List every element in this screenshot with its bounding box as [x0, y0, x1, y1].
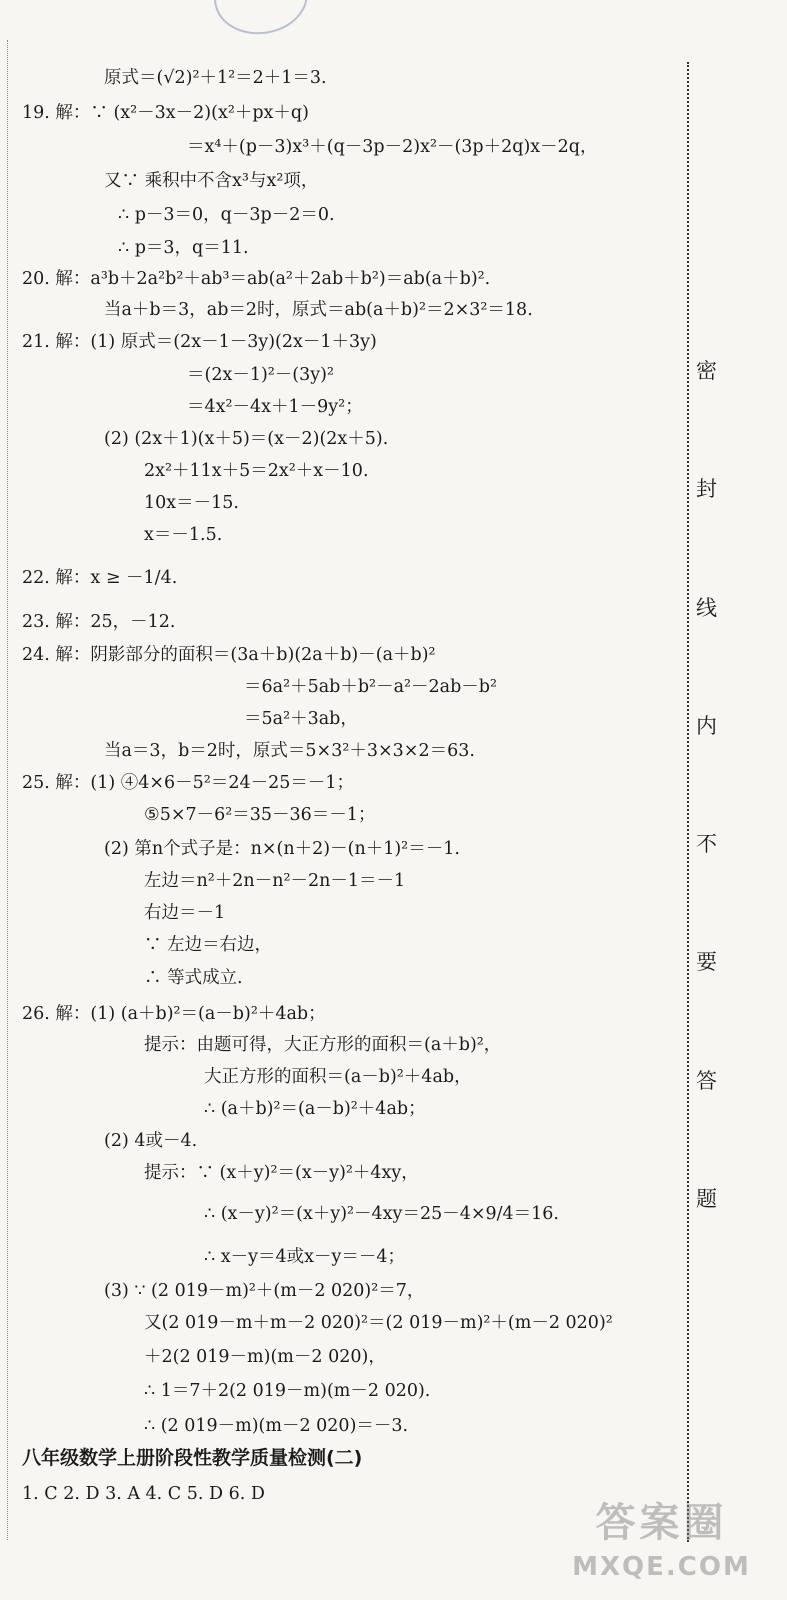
- text-line: ∴ 1＝7＋2(2 019－m)(m－2 020).: [144, 1381, 431, 1401]
- seal-char: 线: [696, 596, 717, 620]
- seal-char: 密: [696, 359, 717, 383]
- text-line: 21. 解：(1) 原式＝(2x－1－3y)(2x－1＋3y): [22, 332, 377, 352]
- text-line: 提示：∵ (x＋y)²＝(x－y)²＋4xy，: [144, 1163, 419, 1183]
- text-line: ∴ (2 019－m)(m－2 020)＝－3.: [144, 1416, 409, 1436]
- text-line: ＝4x²－4x＋1－9y²；: [187, 397, 363, 417]
- site-watermark: [554, 1495, 769, 1590]
- text-line: ∴ 等式成立.: [144, 968, 243, 988]
- text-line: 又∵ 乘积中不含x³与x²项，: [104, 171, 319, 191]
- watermark-url: MXQE.COM: [572, 1552, 751, 1582]
- text-line: ∵ 左边＝右边，: [144, 935, 273, 955]
- text-line: 19. 解：∵ (x²－3x－2)(x²＋px＋q): [22, 103, 309, 123]
- text-line: ⑤5×7－6²＝35－36＝－1；: [144, 805, 376, 825]
- text-line: 23. 解：25，－12.: [22, 612, 176, 632]
- text-line: 当a＋b＝3，ab＝2时，原式＝ab(a＋b)²＝2×3²＝18.: [104, 300, 533, 320]
- text-line: 当a＝3，b＝2时，原式＝5×3²＋3×3×2＝63.: [104, 741, 475, 761]
- text-line: 提示：由题可得，大正方形的面积＝(a＋b)²，: [144, 1035, 502, 1055]
- text-line: (3) ∵ (2 019－m)²＋(m－2 020)²＝7，: [104, 1281, 425, 1301]
- text-line: ∴ x－y＝4或x－y＝－4；: [204, 1247, 405, 1267]
- text-line: ＋2(2 019－m)(m－2 020)，: [144, 1347, 386, 1367]
- text-line: 20. 解：a³b＋2a²b²＋ab³＝ab(a²＋2ab＋b²)＝ab(a＋b)².: [22, 269, 491, 289]
- text-line: 右边＝－1: [144, 903, 226, 923]
- text-line: ＝(2x－1)²－(3y)²: [187, 365, 334, 385]
- text-line: 2x²＋11x＋5＝2x²＋x－10.: [144, 461, 369, 481]
- seal-char: 答: [696, 1069, 717, 1093]
- text-line: ∴ p－3＝0，q－3p－2＝0.: [118, 205, 335, 225]
- text-line: (2) 4或－4.: [104, 1131, 198, 1151]
- text-line: 又(2 019－m＋m－2 020)²＝(2 019－m)²＋(m－2 020)²: [144, 1313, 613, 1333]
- text-line: 22. 解：x ≥ －1/4.: [22, 568, 178, 588]
- seal-char: 要: [696, 950, 717, 974]
- text-line: ∴ p＝3，q＝11.: [118, 238, 249, 258]
- text-line: ＝x⁴＋(p－3)x³＋(q－3p－2)x²－(3p＋2q)x－2q，: [187, 137, 598, 157]
- text-line: 10x＝－15.: [144, 493, 239, 513]
- seal-char: 不: [696, 832, 717, 856]
- seal-dotted-line: [687, 62, 689, 1542]
- text-line: (2) (2x＋1)(x＋5)＝(x－2)(2x＋5).: [104, 429, 389, 449]
- seal-char: 题: [696, 1187, 717, 1211]
- text-line: 大正方形的面积＝(a－b)²＋4ab，: [204, 1067, 472, 1087]
- text-line: (2) 第n个式子是：n×(n＋2)－(n＋1)²＝－1.: [104, 839, 460, 859]
- text-line: 24. 解：阴影部分的面积＝(3a＋b)(2a＋b)－(a＋b)²: [22, 645, 436, 665]
- text-line: ∴ (a＋b)²＝(a－b)²＋4ab；: [204, 1099, 426, 1119]
- text-line: 26. 解：(1) (a＋b)²＝(a－b)²＋4ab；: [22, 1004, 326, 1024]
- text-line: ＝6a²＋5ab＋b²－a²－2ab－b²: [244, 677, 498, 697]
- watermark-logo-text: 答案圈: [595, 1500, 728, 1546]
- text-line: x＝－1.5.: [144, 525, 223, 545]
- text-line: ∴ (x－y)²＝(x＋y)²－4xy＝25－4×9/4＝16.: [204, 1204, 559, 1224]
- seal-char: 封: [696, 477, 717, 501]
- seal-char: 内: [696, 714, 717, 738]
- text-line: 25. 解：(1) ④4×6－5²＝24－25＝－1；: [22, 773, 354, 793]
- text-line: 左边＝n²＋2n－n²－2n－1＝－1: [144, 871, 406, 891]
- section-title: 八年级数学上册阶段性教学质量检测(二): [22, 1447, 363, 1469]
- answer-key-line: 1. C 2. D 3. A 4. C 5. D 6. D: [22, 1484, 265, 1504]
- text-line: 原式＝(√2)²＋1²＝2＋1＝3.: [104, 68, 327, 88]
- text-line: ＝5a²＋3ab，: [244, 709, 358, 729]
